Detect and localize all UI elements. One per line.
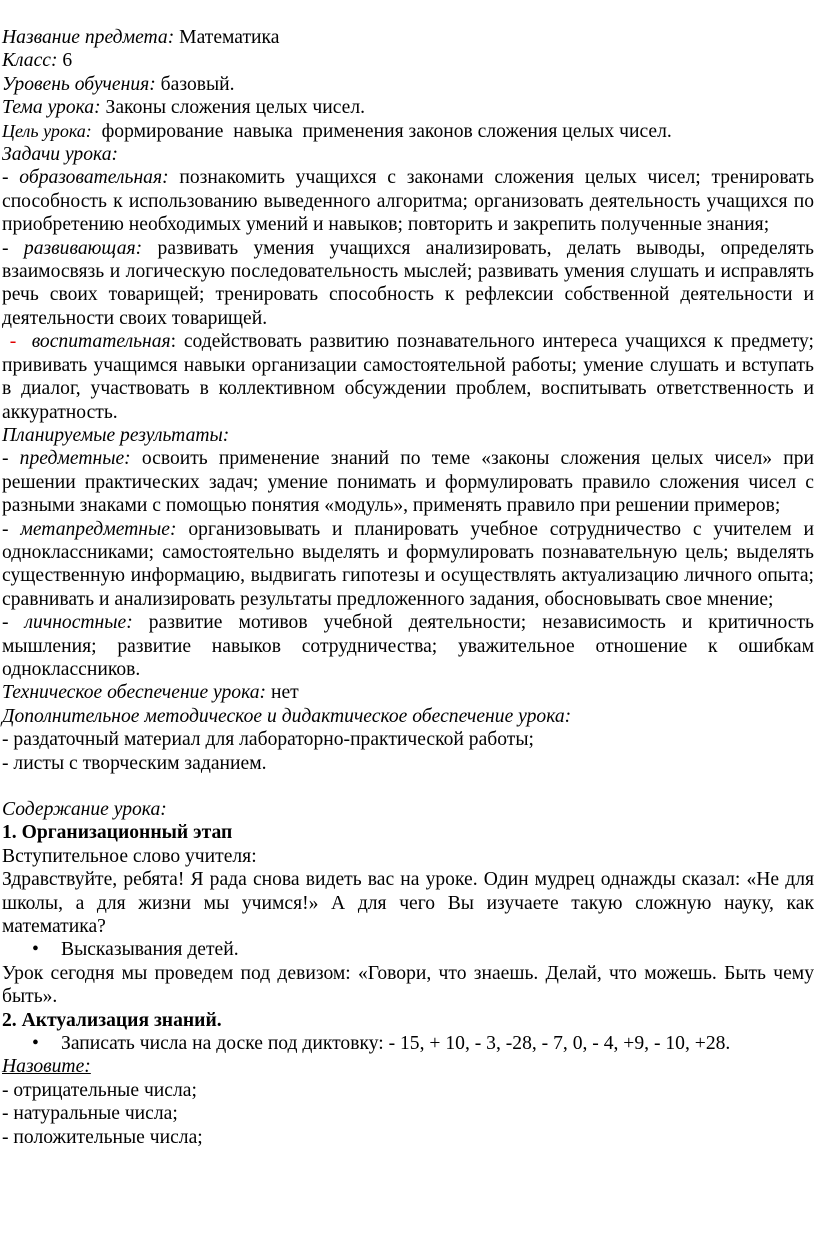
subject-label: Название предмета: — [2, 27, 175, 48]
task-educational-text: познакомить учащихся с законами сложения целых чисел; тренировать способность к использованию выведенного алгоритма; организовать деятельность учащихся по приобретению необходимых умений и навыков; повторить и закрепить полученные знания; — [2, 167, 814, 236]
task-nurturing-label: воспитательная — [31, 331, 171, 353]
result-meta-label: метапредметные: — [20, 518, 177, 540]
tech-label: Техническое обеспечение урока: — [2, 682, 267, 704]
support-item: - листы с творческим заданием. — [2, 752, 267, 774]
result-subject-text: освоить применение знаний по теме «законы сложения целых чисел» при решении практических задач; умение понимать и формулировать правило сложения чисел с разными знаками с помощью понятия «модуль», применять правило при решении примеров; — [2, 448, 814, 517]
name-heading: Назовите: — [2, 1056, 91, 1078]
level-line — [2, 73, 814, 96]
task-developing: - развивающая: развивать умения учащихся анализировать, делать выводы, определять взаимосвязь и логическую последовательность мыслей; развивать умения слушать и исправлять речь своих товарищей; тренировать способность к рефлексии собственной деятельности и деятельности своих товарищей. — [2, 237, 814, 329]
goal-value: формирование навыка применения законов сложения целых чисел. — [101, 120, 672, 142]
task-developing-label: развивающая: — [23, 237, 143, 259]
stage1-title: 1. Организационный этап — [2, 822, 233, 844]
name-item: - натуральные числа; — [2, 1103, 178, 1125]
topic-line — [2, 96, 814, 119]
result-personal: - личностные: развитие мотивов учебной деятельности; независимость и критичность мышления; развитие навыков сотрудничества; уважительное отношение к ошибкам одноклассников. — [2, 612, 814, 680]
result-subject-label: предметные: — [19, 448, 131, 470]
result-personal-text: развитие мотивов учебной деятельности; независимость и критичность мышления; развитие навыков сотрудничества; уважительное отношение к ошибкам одноклассников. — [2, 612, 814, 680]
goal-line — [2, 120, 814, 143]
grade-line — [2, 49, 814, 72]
result-subject: - предметные: освоить применение знаний по теме «законы сложения целых чисел» при решении практических задач; умение понимать и формулировать правило сложения чисел с разными знаками с помощью понятия «модуль», применять правило при решении примеров; — [2, 448, 814, 517]
name-item: - отрицательные числа; — [2, 1079, 197, 1101]
task-educational-label: образовательная: — [19, 167, 169, 189]
tech-line — [2, 681, 814, 704]
content-heading: Содержание урока: — [2, 799, 167, 820]
bullet-icon: • — [32, 1033, 39, 1055]
tech-value: нет — [271, 682, 299, 704]
bullet-item: • Высказывания детей. — [32, 939, 239, 961]
results-heading: Планируемые результаты: — [2, 424, 230, 446]
result-meta: - метапредметные: организовывать и планировать учебное сотрудничество с учителем и одноклассниками; самостоятельно выделять и формулировать познавательную цель; выделять существенную информацию, выдвигать гипотезы и осуществлять актуализацию личного опыта; сравнивать и анализировать результаты предложенного задания, обосновывать свое мнение; — [2, 518, 814, 610]
subject-line — [2, 26, 814, 49]
grade-value: 6 — [62, 50, 73, 72]
bullet-item: • Записать числа на доске под диктовку: - 15, + 10, - 3, -28, - 7, 0, - 4, +9, - 10, +28. — [32, 1033, 731, 1055]
result-meta-text: организовывать и планировать учебное сотрудничество с учителем и одноклассниками; самостоятельно выделять и формулировать познавательную цель; выделять существенную информацию, выдвигать гипотезы и осуществлять актуализацию личного опыта; сравнивать и анализировать результаты предложенного задания, обосновывать свое мнение; — [2, 518, 814, 610]
result-personal-label: личностные: — [24, 612, 133, 634]
extra-heading: Дополнительное методическое и дидактическое обеспечение урока: — [2, 705, 572, 727]
task-developing-text: развивать умения учащихся анализировать, делать выводы, определять взаимосвязь и логическую последовательность мыслей; развивать умения слушать и исправлять речь своих товарищей; тренировать способность к рефлексии собственной деятельности и деятельности своих товарищей. — [2, 237, 814, 329]
topic-value: Законы сложения целых чисел. — [105, 97, 366, 119]
intro-line: Вступительное слово учителя: — [2, 845, 257, 867]
name-item: - положительные числа; — [2, 1126, 203, 1148]
bullet-icon: • — [32, 939, 39, 961]
subject-value: Математика — [179, 27, 280, 48]
task-nurturing-text: : содействовать развитию познавательного интереса учащихся к предмету; прививать учащимся навыки организации самостоятельной работы; умение слушать и вступать в диалог, участвовать в коллективном обсуждении проблем, воспитывать ответственность и аккуратность. — [2, 331, 814, 423]
spacer — [2, 775, 814, 798]
level-value: базовый. — [160, 73, 235, 95]
grade-label: Класс: — [2, 50, 58, 72]
level-label: Уровень обучения: — [2, 73, 156, 95]
support-item: - раздаточный материал для лабораторно-практической работы; — [2, 729, 534, 751]
task-educational: - образовательная: познакомить учащихся с законами сложения целых чисел; тренировать способность к использованию выведенного алгоритма; организовать деятельность учащихся по приобретению необходимых умений и навыков; повторить и закрепить полученные знания; — [2, 167, 814, 236]
stage2-title: 2. Актуализация знаний. — [2, 1009, 222, 1031]
task-nurturing: - воспитательная: содействовать развитию познавательного интереса учащихся к предмету; прививать учащимся навыки организации самостоятельной работы; умение слушать и вступать в диалог, участвовать в коллективном обсуждении проблем, воспитывать ответственность и аккуратность. — [2, 331, 814, 423]
goal-label: Цель урока: — [2, 120, 92, 141]
topic-label: Тема урока: — [2, 97, 101, 119]
motto-line: Урок сегодня мы проведем под девизом: «Говори, что знаешь. Делай, что можешь. Быть чему быть». — [2, 962, 814, 1008]
teacher-speech: Здравствуйте, ребята! Я рада снова видеть вас на уроке. Один мудрец однажды сказал: «Не для школы, а для жизни мы учимся!» А для чего Вы изучаете такую сложную науку, как математика? — [2, 869, 814, 938]
tasks-heading: Задачи урока: — [2, 144, 119, 166]
